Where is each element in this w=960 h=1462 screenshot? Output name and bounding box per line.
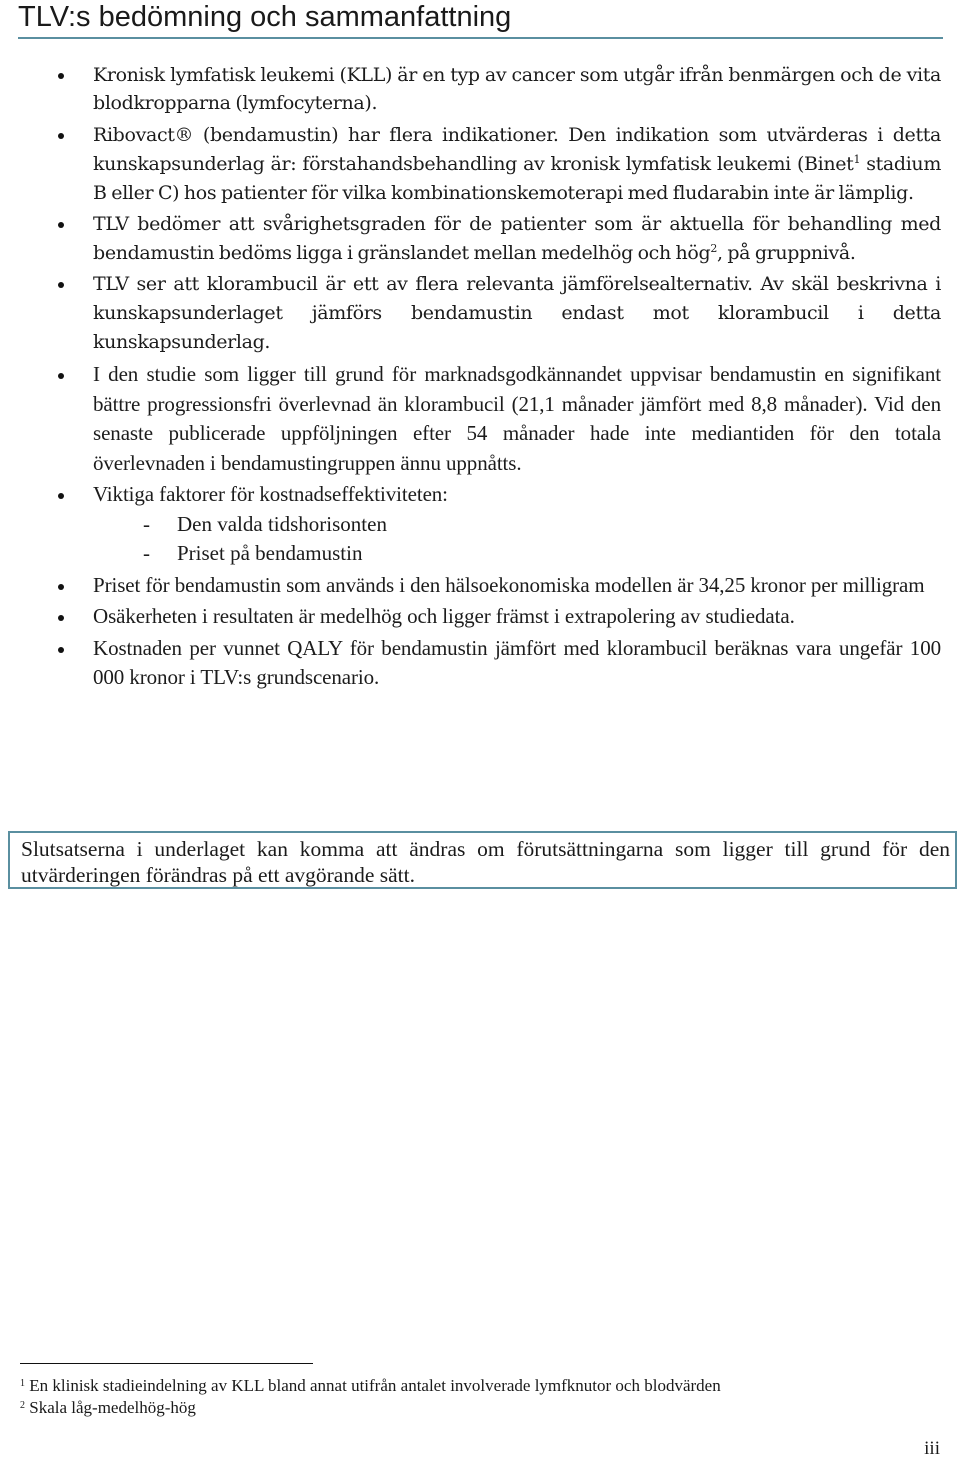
bullet-item (0, 360, 960, 478)
bullet-marker (58, 493, 64, 499)
bullet-marker (58, 133, 64, 139)
bullet-item (0, 602, 960, 632)
bullet-item (0, 480, 960, 569)
bullet-marker (58, 222, 64, 228)
bullet-item (0, 270, 960, 357)
footnote: $^2$ Skala låg-medelhög-hög (20, 1398, 196, 1417)
bullet-marker (58, 373, 64, 379)
bullet-item (0, 634, 960, 693)
footnote-divider (20, 1363, 313, 1364)
bullet-text: Kronisk lymfatisk leukemi (KLL) är en typ av cancer som utgår ifrån benmärgen och de vita blodkropparna (lymfocyterna). (93, 64, 941, 114)
bullet-marker (58, 615, 64, 621)
footnote: $^1$ En klinisk stadieindelning av KLL bland annat utifrån antalet involverade lymfknutor och blodvärden (20, 1376, 721, 1395)
bullet-text: Osäkerheten i resultaten är medelhög och ligger främst i extrapolering av studiedata. (93, 604, 795, 628)
bullet-text: Ribovact® (bendamustin) har flera indikationer. Den indikation som utvärderas i detta kunskapsunderlag är: förstahandsbehandling av kronisk lymfatisk leukemi (Binet$^1$ stadium B eller C) hos patienter för vilka kombinationskemoterapi med fludarabin inte är lämplig. (93, 124, 941, 204)
bullet-item (0, 121, 960, 208)
conclusion-box: Slutsatserna i underlaget kan komma att ändras om förutsättningarna som ligger till grund för den utvärderingen förändras på ett avgörande sätt. (8, 831, 957, 889)
footnote-ref: 2 (710, 242, 717, 255)
bullet-text: I den studie som ligger till grund för marknadsgodkännandet uppvisar bendamustin en signifikant bättre progressionsfri överlevnad än klorambucil (21,1 månader jämfört med 8,8 månader). Vid den senaste publicerade uppföljningen efter 54 månader hade inte mediantiden för den totala överlevnaden i bendamustingruppen ännu uppnåtts. (93, 362, 941, 475)
page-number: iii (924, 1438, 940, 1459)
bullet-marker (58, 584, 64, 590)
page-title: TLV:s bedömning och sammanfattning (18, 0, 943, 39)
summary-bullet-list (0, 61, 960, 693)
bullet-item (0, 210, 960, 268)
bullet-item (0, 571, 960, 601)
bullet-text: Kostnaden per vunnet QALY för bendamustin jämfört med klorambucil beräknas vara ungefär 100 000 kronor i TLV:s grundscenario. (93, 635, 941, 689)
bullet-marker (58, 647, 64, 653)
sub-list-item: - Priset på bendamustin (143, 541, 363, 565)
bullet-text: TLV ser att klorambucil är ett av flera relevanta jämförelsealternativ. Av skäl beskrivna i kunskapsunderlaget jämförs bendamustin endast mot klorambucil i detta kunskapsunderlag. (93, 273, 941, 353)
bullet-item (0, 61, 960, 117)
footnotes (20, 1375, 920, 1419)
bullet-marker (58, 73, 64, 79)
bullet-text: TLV bedömer att svårighetsgraden för de patienter som är aktuella för behandling med bendamustin bedöms ligga i gränslandet mellan medelhög och hög$^2$, på gruppnivå. (93, 213, 941, 264)
bullet-marker (58, 282, 64, 288)
sub-list-item: - Den valda tidshorisonten (143, 511, 387, 536)
bullet-text: Viktiga faktorer för kostnadseffektiviteten: (93, 482, 448, 506)
bullet-text: Priset för bendamustin som används i den hälsoekonomiska modellen är 34,25 kronor per milligram (93, 572, 925, 597)
footnote-ref: 1 (853, 153, 861, 166)
